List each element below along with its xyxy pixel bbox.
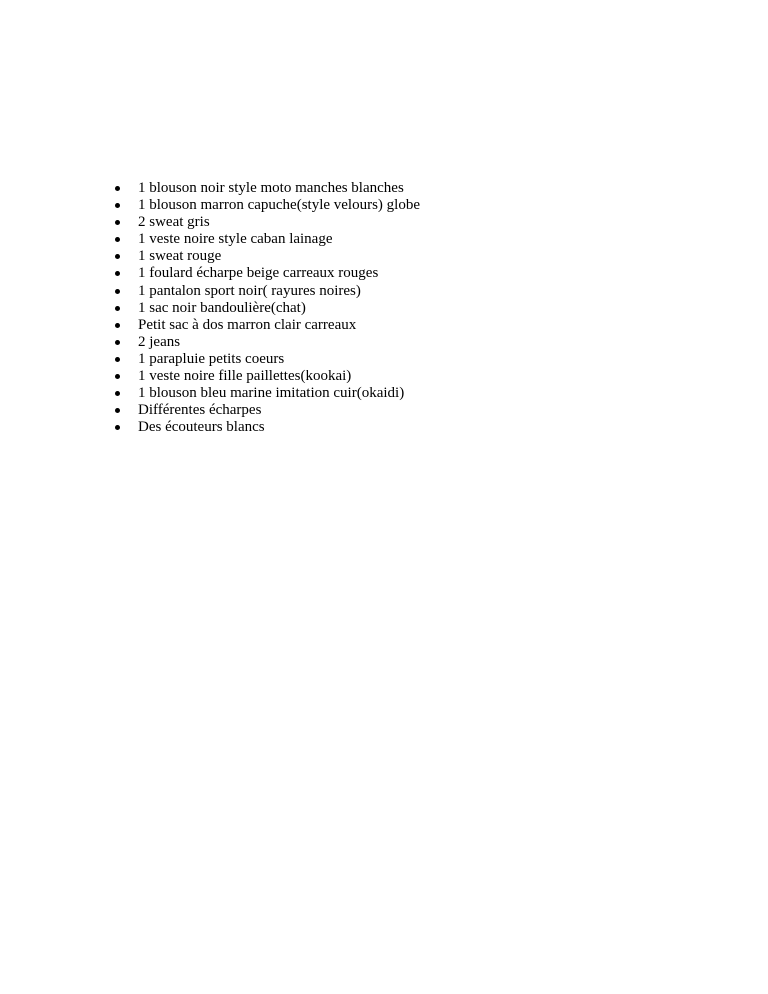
bullet-icon [115,214,123,231]
bullet-icon [115,419,123,436]
bullet-icon [115,283,123,300]
bullet-icon [115,248,123,265]
bullet-icon [115,300,123,317]
list-item-text: 1 blouson bleu marine imitation cuir(okaidi) [138,385,405,402]
list-item-text: 1 sweat rouge [138,248,222,265]
list-item-text: 1 blouson noir style moto manches blanches [138,180,404,196]
list-item-text: 1 blouson marron capuche(style velours) globe [138,197,421,214]
list-item-text: Différentes écharpes [138,402,262,419]
list-item-text: 1 pantalon sport noir( rayures noires) [138,282,361,299]
bullet-icon [115,385,123,402]
bullet-icon [115,402,123,419]
bullet-icon [115,180,123,197]
bullet-icon [115,351,123,368]
list-item-text: Petit sac à dos marron clair carreaux [138,316,357,333]
list-item-text: 1 foulard écharpe beige carreaux rouges [138,265,379,282]
bullet-icon [115,334,123,351]
bullet-icon [115,197,123,214]
bullet-icon [115,317,123,334]
list-item-text: 1 parapluie petits coeurs [138,350,285,367]
bullet-icon [115,231,123,248]
list-item-text: 2 jeans [138,333,181,350]
list-item-text: Des écouteurs blancs [138,419,265,436]
list-item-text: 1 sac noir bandoulière(chat) [138,299,306,316]
list-item-text: 1 veste noire style caban lainage [138,231,333,248]
bullet-icon [115,265,123,282]
list-item-text: 1 veste noire fille paillettes(kookai) [138,368,352,385]
list-item-text: 2 sweat gris [138,214,210,231]
bullet-icon [115,368,123,385]
